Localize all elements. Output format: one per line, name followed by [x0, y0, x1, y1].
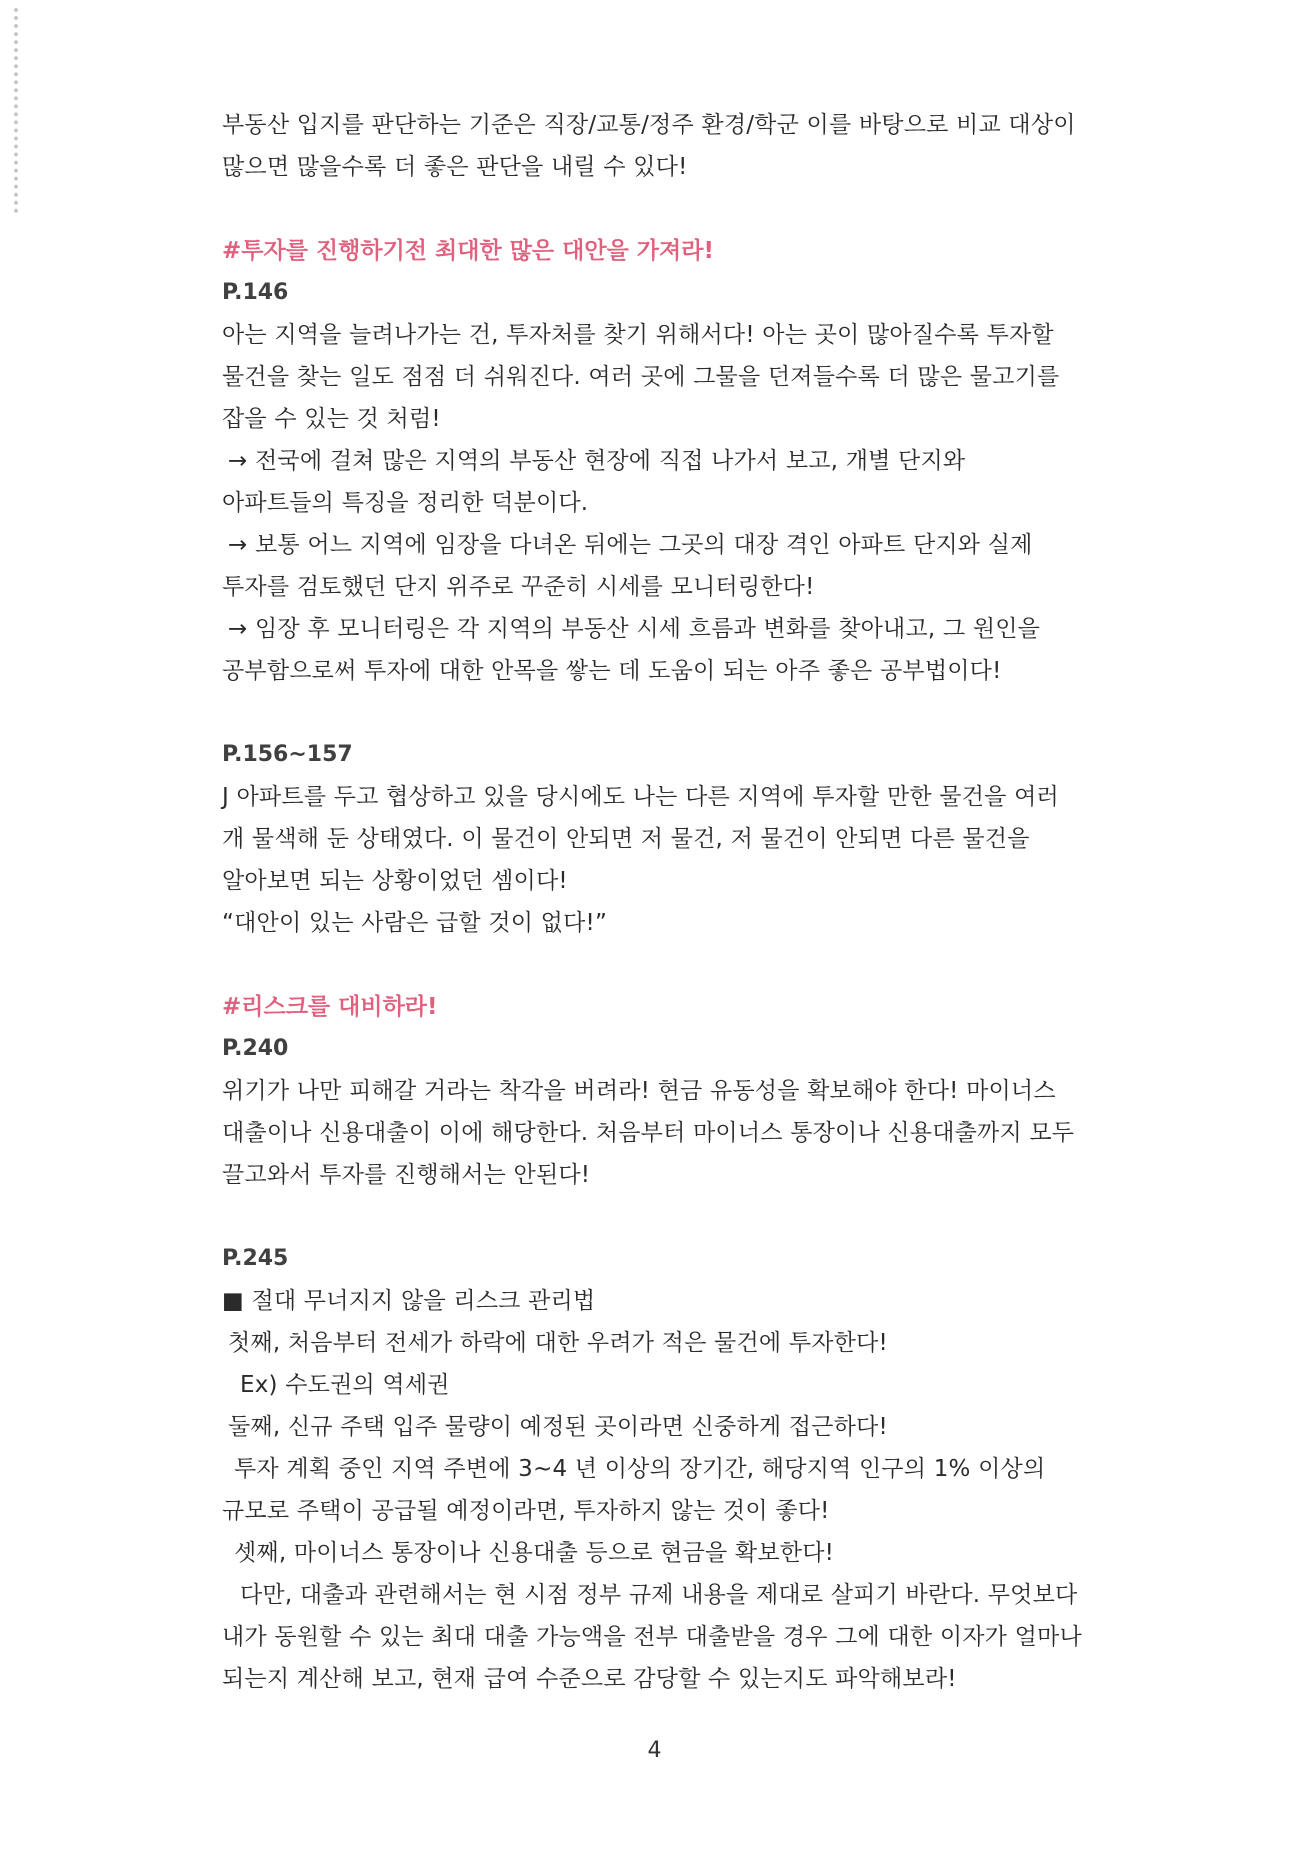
page-reference-156-157: P.156~157	[222, 742, 353, 767]
document-page	[222, 104, 1172, 1700]
text-line: 다만, 대출과 관련해서는 현 시점 정부 규제 내용을 제대로 살피기 바란다. 무엇보다	[240, 1582, 1078, 1608]
intro-line: 많으면 많을수록 더 좋은 판단을 내릴 수 있다!	[222, 154, 688, 180]
text-line: 되는지 계산해 보고, 현재 급여 수준으로 감당할 수 있는지도 파악해보라!	[222, 1666, 957, 1692]
page-number: 4	[647, 1738, 662, 1763]
list-title-line: ■ 절대 무너지지 않을 리스크 관리법	[222, 1288, 596, 1314]
spacer	[222, 944, 1172, 986]
text-line: 공부함으로써 투자에 대한 안목을 쌓는 데 도움이 되는 아주 좋은 공부법이다!	[222, 658, 1002, 684]
intro-paragraph	[222, 104, 1172, 188]
text-line: 개 물색해 둔 상태였다. 이 물건이 안되면 저 물건, 저 물건이 안되면 다른 물건을	[222, 826, 1030, 852]
text-line: 아는 지역을 늘려나가는 건, 투자처를 찾기 위해서다! 아는 곳이 많아질수록 투자할	[222, 322, 1054, 348]
text-line: 둘째, 신규 주택 입주 물량이 예정된 곳이라면 신중하게 접근하다!	[228, 1414, 888, 1440]
paragraph-p156	[222, 776, 1172, 944]
quote-line: “대안이 있는 사람은 급할 것이 없다!”	[222, 910, 608, 936]
spacer	[222, 1196, 1172, 1238]
text-line: 규모로 주택이 공급될 예정이라면, 투자하지 않는 것이 좋다!	[222, 1498, 830, 1524]
binding-margin-dots	[14, 8, 18, 213]
page-reference-240: P.240	[222, 1036, 289, 1061]
paragraph-p146	[222, 314, 1172, 692]
text-line: 대출이나 신용대출이 이에 해당한다. 처음부터 마이너스 통장이나 신용대출까지 모두	[222, 1120, 1075, 1146]
text-line: Ex) 수도권의 역세권	[240, 1372, 450, 1398]
text-line: 물건을 찾는 일도 점점 더 쉬워진다. 여러 곳에 그물을 던져들수록 더 많은 물고기를	[222, 364, 1060, 390]
text-line: 잡을 수 있는 것 처럼!	[222, 406, 441, 432]
text-line: 셋째, 마이너스 통장이나 신용대출 등으로 현금을 확보한다!	[234, 1540, 835, 1566]
text-line: 투자를 검토했던 단지 위주로 꾸준히 시세를 모니터링한다!	[222, 574, 815, 600]
text-line: 위기가 나만 피해갈 거라는 착각을 버려라! 현금 유동성을 확보해야 한다! 마이너스	[222, 1078, 1056, 1104]
text-line: → 보통 어느 지역에 임장을 다녀온 뒤에는 그곳의 대장 격인 아파트 단지와 실제	[228, 532, 1033, 558]
text-line: 내가 동원할 수 있는 최대 대출 가능액을 전부 대출받을 경우 그에 대한 이자가 얼마나	[222, 1624, 1082, 1650]
text-line: 끌고와서 투자를 진행해서는 안된다!	[222, 1162, 591, 1188]
page-reference-245: P.245	[222, 1246, 289, 1271]
paragraph-p240	[222, 1070, 1172, 1196]
section-heading-alternatives: #투자를 진행하기전 최대한 많은 대안을 가져라!	[222, 238, 714, 264]
text-line: J 아파트를 두고 협상하고 있을 당시에도 나는 다른 지역에 투자할 만한 물건을 여러	[222, 784, 1059, 810]
paragraph-p245	[222, 1280, 1172, 1700]
intro-line: 부동산 입지를 판단하는 기준은 직장/교통/정주 환경/학군 이를 바탕으로 비교 대상이	[222, 112, 1076, 138]
text-line: 투자 계획 중인 지역 주변에 3~4 년 이상의 장기간, 해당지역 인구의 1% 이상의	[234, 1456, 1046, 1482]
text-line: → 임장 후 모니터링은 각 지역의 부동산 시세 흐름과 변화를 찾아내고, 그 원인을	[228, 616, 1041, 642]
text-line: 알아보면 되는 상황이었던 셈이다!	[222, 868, 568, 894]
section-heading-risk: #리스크를 대비하라!	[222, 994, 438, 1020]
text-line: → 전국에 걸쳐 많은 지역의 부동산 현장에 직접 나가서 보고, 개별 단지와	[228, 448, 966, 474]
text-line: 첫째, 처음부터 전세가 하락에 대한 우려가 적은 물건에 투자한다!	[228, 1330, 888, 1356]
spacer	[222, 692, 1172, 734]
text-line: 아파트들의 특징을 정리한 덕분이다.	[222, 490, 589, 516]
spacer	[222, 188, 1172, 230]
page-reference-146: P.146	[222, 280, 289, 305]
